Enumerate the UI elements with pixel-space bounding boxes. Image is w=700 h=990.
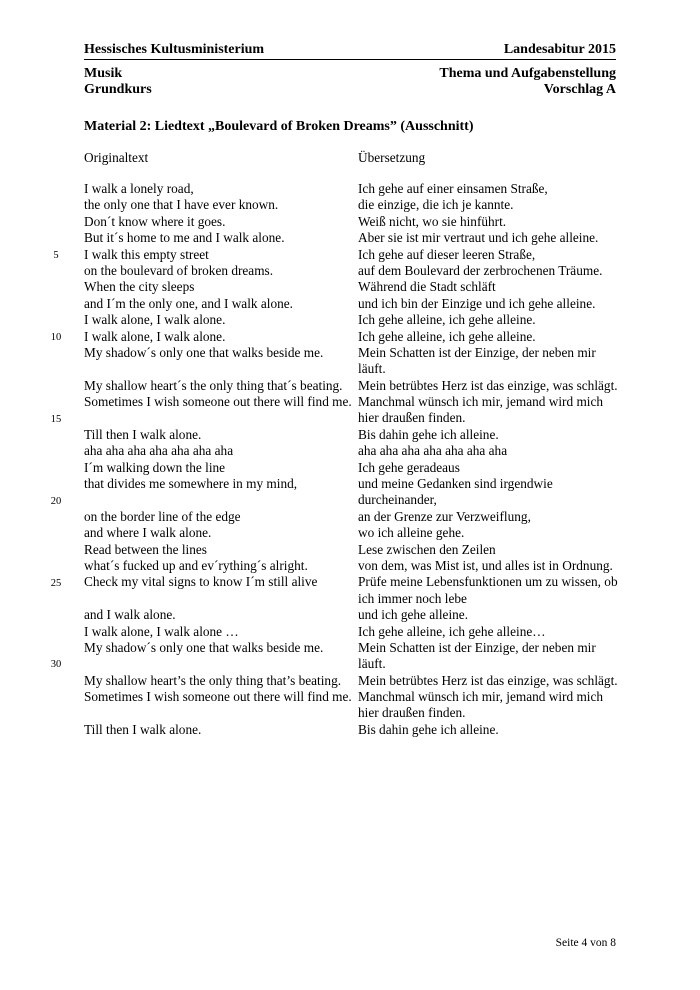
original-line: My shallow heart´s the only thing that´s beating. [84, 378, 343, 393]
subject: Musik [84, 66, 123, 81]
translation-line: von dem, was Mist ist, und alles ist in Ordnung. [358, 558, 613, 573]
translation-line: die einzige, die ich je kannte. [358, 197, 514, 212]
original-line: But it´s home to me and I walk alone. [84, 230, 285, 245]
original-line: the only one that I have ever known. [84, 197, 279, 212]
translation-column-heading: Übersetzung [358, 150, 426, 165]
translation-line: Ich gehe alleine, ich gehe alleine. [358, 329, 536, 344]
original-line: I walk alone, I walk alone. [84, 329, 226, 344]
translation-line: Prüfe meine Lebensfunktionen um zu wissen, ob [358, 574, 618, 589]
translation-line: Mein Schatten ist der Einzige, der neben mir [358, 640, 596, 655]
original-line: Till then I walk alone. [84, 722, 202, 737]
original-line: on the boulevard of broken dreams. [84, 263, 274, 278]
original-line: Till then I walk alone. [84, 427, 202, 442]
original-line: on the border line of the edge [84, 509, 241, 524]
translation-line: Weiß nicht, wo sie hinführt. [358, 214, 507, 229]
header-row-1 [84, 41, 616, 58]
line-number: 30 [50, 659, 62, 670]
translation-line: Ich gehe alleine, ich gehe alleine… [358, 624, 546, 639]
original-line: Read between the lines [84, 542, 207, 557]
translation-line: und ich gehe alleine. [358, 607, 469, 622]
translation-line: Ich gehe geradeaus [358, 460, 460, 475]
original-line: and I walk alone. [84, 607, 176, 622]
original-line: When the city sleeps [84, 279, 195, 294]
translation-line: hier draußen finden. [358, 705, 466, 720]
translation-line: wo ich alleine gehe. [358, 525, 465, 540]
translation-line: Mein betrübtes Herz ist das einzige, was schlägt. [358, 378, 618, 393]
original-line: I´m walking down the line [84, 460, 226, 475]
exam-name: Landesabitur 2015 [503, 42, 616, 57]
line-number: 5 [53, 250, 59, 261]
translation-line: läuft. [358, 656, 386, 671]
translation-line: Ich gehe auf einer einsamen Straße, [358, 181, 548, 196]
translation-line: Ich gehe auf dieser leeren Straße, [358, 247, 536, 262]
translation-line: Manchmal wünsch ich mir, jemand wird mich [358, 689, 604, 704]
original-line: and where I walk alone. [84, 525, 212, 540]
original-line: Sometimes I wish someone out there will find me. [84, 689, 352, 704]
page-number: Seite 4 von 8 [555, 937, 616, 949]
translation-line: Mein Schatten ist der Einzige, der neben mir [358, 345, 596, 360]
translation-line: Bis dahin gehe ich alleine. [358, 722, 499, 737]
translation-line: und meine Gedanken sind irgendwie [358, 476, 553, 491]
original-line: My shallow heart’s the only thing that’s beating. [84, 673, 342, 688]
header-divider [84, 59, 616, 60]
line-number: 20 [50, 496, 62, 507]
translation-line: Lese zwischen den Zeilen [358, 542, 496, 557]
original-line: I walk alone, I walk alone … [84, 624, 239, 639]
line-number: 15 [50, 414, 62, 425]
task-type: Thema und Aufgabenstellung [439, 66, 616, 81]
translation-line: durcheinander, [358, 492, 437, 507]
header-row-2 [84, 65, 616, 82]
translation-line: Während die Stadt schläft [358, 279, 496, 294]
header-row-3 [84, 81, 616, 98]
translation-line: an der Grenze zur Verzweiflung, [358, 509, 531, 524]
proposal: Vorschlag A [543, 82, 616, 97]
translation-line: hier draußen finden. [358, 410, 466, 425]
original-line: what´s fucked up and ev´rything´s alright. [84, 558, 308, 573]
original-line: and I´m the only one, and I walk alone. [84, 296, 293, 311]
translation-line: und ich bin der Einzige und ich gehe alleine. [358, 296, 596, 311]
translation-line: ich immer noch lebe [358, 591, 467, 606]
ministry-name: Hessisches Kultusministerium [84, 42, 265, 57]
original-line: aha aha aha aha aha aha aha [84, 443, 234, 458]
material-title: Material 2: Liedtext „Boulevard of Broken Dreams” (Ausschnitt) [84, 119, 474, 134]
original-line: I walk a lonely road, [84, 181, 194, 196]
translation-line: auf dem Boulevard der zerbrochenen Träume. [358, 263, 603, 278]
original-line: Sometimes I wish someone out there will find me. [84, 394, 352, 409]
original-line: I walk this empty street [84, 247, 209, 262]
line-number: 25 [50, 578, 62, 589]
translation-line: Manchmal wünsch ich mir, jemand wird mich [358, 394, 604, 409]
translation-line: aha aha aha aha aha aha aha [358, 443, 508, 458]
translation-line: Ich gehe alleine, ich gehe alleine. [358, 312, 536, 327]
original-line: My shadow´s only one that walks beside me. [84, 345, 324, 360]
translation-line: Mein betrübtes Herz ist das einzige, was schlägt. [358, 673, 618, 688]
translation-line: Bis dahin gehe ich alleine. [358, 427, 499, 442]
original-line: Don´t know where it goes. [84, 214, 226, 229]
translation-line: läuft. [358, 361, 386, 376]
original-line: My shadow´s only one that walks beside me. [84, 640, 324, 655]
original-line: Check my vital signs to know I´m still alive [84, 574, 318, 589]
original-column-heading: Originaltext [84, 150, 149, 165]
line-number: 10 [50, 332, 62, 343]
original-line: I walk alone, I walk alone. [84, 312, 226, 327]
translation-line: Aber sie ist mir vertraut und ich gehe alleine. [358, 230, 599, 245]
course: Grundkurs [84, 82, 152, 97]
original-line: that divides me somewhere in my mind, [84, 476, 298, 491]
